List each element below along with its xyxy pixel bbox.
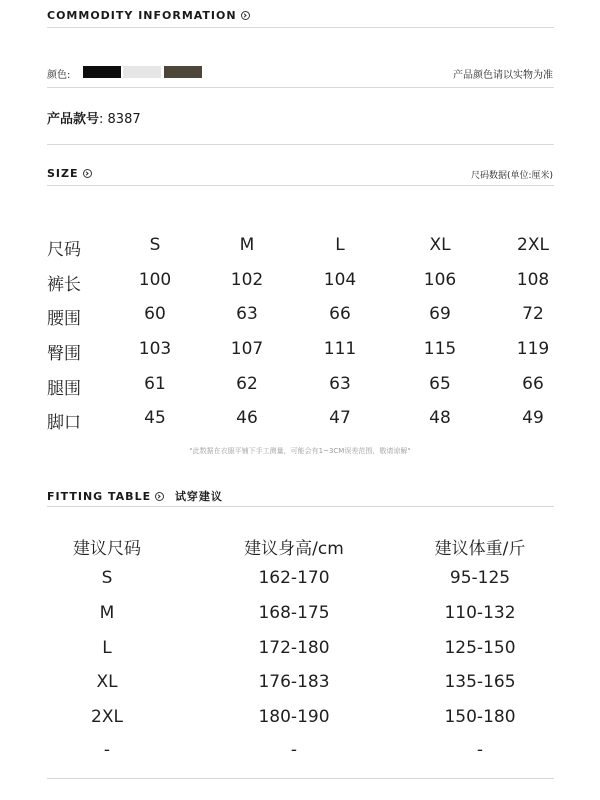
fitting-cell: 2XL: [91, 707, 123, 727]
size-cell: 63: [236, 304, 258, 324]
size-header-cell: S: [149, 235, 161, 255]
fitting-cell: L: [102, 638, 112, 658]
size-cell: 104: [323, 270, 357, 290]
product-code: [47, 108, 141, 127]
fitting-subtitle: 试穿建议: [174, 490, 223, 503]
fitting-cell: 172-180: [258, 638, 330, 658]
size-footnote: "此数据在衣服平铺下手工测量，可能会有1~3CM误差范围，敬请谅解": [189, 447, 411, 455]
size-header-cell: 尺码: [47, 240, 81, 260]
size-cell: 115: [423, 339, 457, 359]
size-header-cell: L: [335, 235, 345, 255]
size-title-text: SIZE: [47, 167, 79, 180]
size-cell: 72: [522, 304, 544, 324]
fitting-cell: S: [101, 568, 113, 588]
divider: [47, 506, 554, 507]
fitting-cell: -: [290, 740, 298, 760]
size-cell: 47: [329, 408, 351, 428]
fitting-header-cell: 建议尺码: [73, 539, 141, 559]
color-note: 产品颜色请以实物为准: [453, 70, 553, 81]
size-cell: 106: [423, 270, 457, 290]
commodity-section-title: [47, 9, 250, 22]
size-cell: 65: [429, 374, 451, 394]
fitting-cell: 162-170: [258, 568, 330, 588]
size-cell: 45: [144, 408, 166, 428]
divider: [47, 185, 554, 186]
size-cell: 腰围: [47, 309, 81, 329]
size-cell: 66: [329, 304, 351, 324]
size-table-row: [47, 270, 554, 296]
size-cell: 62: [236, 374, 258, 394]
fitting-cell: 125-150: [444, 638, 516, 658]
fitting-cell: 150-180: [444, 707, 516, 727]
size-cell: 107: [230, 339, 264, 359]
divider: [47, 87, 554, 88]
size-header-cell: 2XL: [517, 235, 549, 255]
size-table-row: [47, 408, 554, 434]
fitting-table-header: [47, 534, 554, 560]
chevron-circle-icon: [155, 492, 164, 501]
fitting-cell: M: [99, 603, 115, 623]
fitting-cell: -: [103, 740, 111, 760]
size-cell: 腿围: [47, 379, 81, 399]
fitting-cell: 176-183: [258, 672, 330, 692]
fitting-table-row: [47, 603, 554, 629]
fitting-table-row: [47, 740, 554, 766]
size-cell: 69: [429, 304, 451, 324]
fitting-cell: XL: [96, 672, 118, 692]
size-cell: 66: [522, 374, 544, 394]
commodity-title-text: COMMODITY INFORMATION: [47, 9, 237, 22]
size-cell: 46: [236, 408, 258, 428]
fitting-header-cell: 建议体重/斤: [434, 539, 526, 559]
size-cell: 108: [516, 270, 550, 290]
chevron-circle-icon: [83, 169, 92, 178]
size-cell: 103: [138, 339, 172, 359]
fitting-cell: 135-165: [444, 672, 516, 692]
size-cell: 63: [329, 374, 351, 394]
size-cell: 裤长: [47, 275, 81, 295]
color-label: 颜色:: [47, 70, 71, 81]
fitting-cell: 168-175: [258, 603, 330, 623]
size-table-row: [47, 304, 554, 330]
product-code-label: 产品款号: [47, 112, 100, 127]
size-cell: 61: [144, 374, 166, 394]
fitting-cell: 95-125: [449, 568, 511, 588]
size-cell: 48: [429, 408, 451, 428]
size-cell: 111: [323, 339, 357, 359]
size-cell: 60: [144, 304, 166, 324]
unit-note: 尺码数据(单位:厘米): [470, 171, 553, 181]
fitting-header-cell: 建议身高/cm: [244, 539, 344, 559]
size-header-cell: XL: [429, 235, 451, 255]
fitting-table-row: [47, 707, 554, 733]
product-code-value: : 8387: [99, 112, 141, 127]
color-swatch-olive: [164, 66, 202, 78]
fitting-table-row: [47, 638, 554, 664]
fitting-cell: 110-132: [444, 603, 516, 623]
fitting-section-title: [47, 488, 223, 504]
color-swatch-white: [123, 66, 161, 78]
divider: [47, 144, 554, 145]
size-cell: 脚口: [47, 413, 81, 433]
size-table-row: [47, 374, 554, 400]
size-cell: 119: [516, 339, 550, 359]
size-header-cell: M: [239, 235, 255, 255]
divider: [47, 778, 554, 779]
size-cell: 100: [138, 270, 172, 290]
size-cell: 49: [522, 408, 544, 428]
fitting-table-row: [47, 672, 554, 698]
divider: [47, 27, 554, 28]
chevron-circle-icon: [241, 11, 250, 20]
fitting-cell: 180-190: [258, 707, 330, 727]
color-swatch-black: [83, 66, 121, 78]
size-cell: 臀围: [47, 344, 81, 364]
size-table-header: [47, 235, 554, 261]
fitting-table-row: [47, 568, 554, 594]
size-cell: 102: [230, 270, 264, 290]
fitting-title-text: FITTING TABLE: [47, 490, 152, 503]
fitting-cell: -: [476, 740, 484, 760]
size-section-title: [47, 167, 92, 180]
size-table-row: [47, 339, 554, 365]
